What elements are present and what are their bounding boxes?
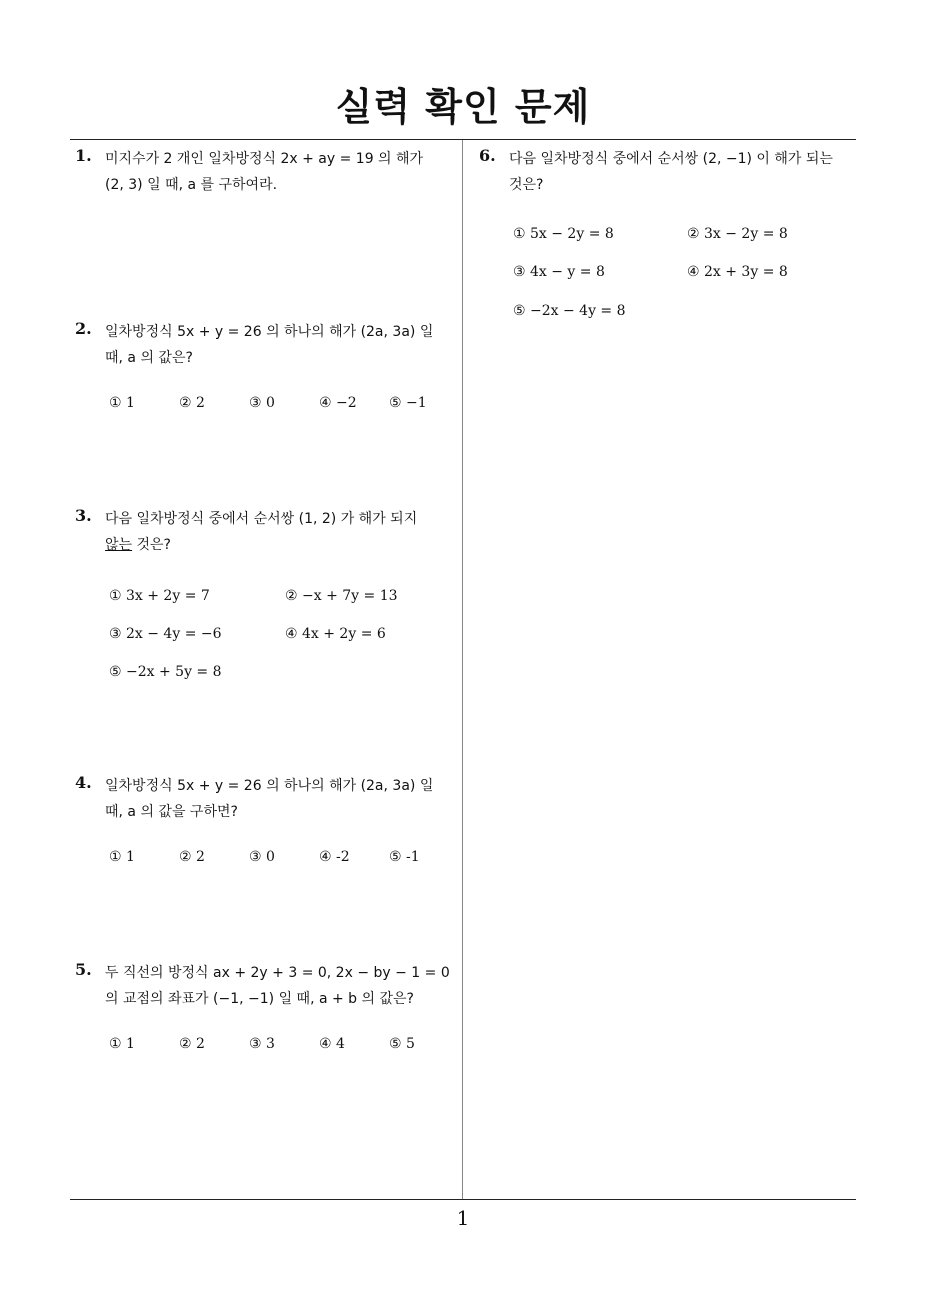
page-title: 실력 확인 문제 bbox=[335, 85, 591, 129]
choice-5[interactable]: ⑤ −2x − 4y = 8 bbox=[513, 303, 626, 319]
problem-text-line: 두 직선의 방정식 ax + 2y + 3 = 0, 2x − by − 1 = 0 bbox=[105, 965, 450, 981]
choice-5[interactable]: ⑤ -1 bbox=[389, 849, 420, 865]
problem-text-line: 것은? bbox=[509, 177, 544, 193]
problem-text bbox=[105, 146, 465, 198]
choice-1[interactable]: ① 1 bbox=[109, 1036, 135, 1052]
problem-text bbox=[105, 506, 465, 558]
page-number: 1 bbox=[456, 1206, 470, 1230]
problem-2 bbox=[75, 319, 465, 411]
problem-text-line bbox=[105, 532, 465, 558]
problem-5 bbox=[75, 960, 465, 1052]
problem-text-line: 때, a 의 값을 구하면? bbox=[105, 804, 238, 820]
choice-3[interactable]: ③ 3 bbox=[249, 1036, 275, 1052]
problem-number: 2. bbox=[75, 319, 92, 338]
top-rule bbox=[70, 139, 856, 140]
problem-text-line: 일차방정식 5x + y = 26 의 하나의 해가 (2a, 3a) 일 bbox=[105, 778, 434, 794]
problem-number: 5. bbox=[75, 960, 92, 979]
problem-text-line: 일차방정식 5x + y = 26 의 하나의 해가 (2a, 3a) 일 bbox=[105, 324, 434, 340]
problem-text-line: 다음 일차방정식 중에서 순서쌍 (2, −1) 이 해가 되는 bbox=[509, 151, 833, 167]
choice-1[interactable]: ① 5x − 2y = 8 bbox=[513, 226, 614, 242]
choice-3[interactable]: ③ 0 bbox=[249, 395, 275, 411]
problem-4 bbox=[75, 773, 465, 865]
problem-3 bbox=[75, 506, 465, 680]
choice-2[interactable]: ② 2 bbox=[179, 849, 205, 865]
choice-4[interactable]: ④ −2 bbox=[319, 395, 357, 411]
problem-text bbox=[105, 319, 465, 371]
problem-number: 6. bbox=[479, 146, 496, 165]
choice-5[interactable]: ⑤ −1 bbox=[389, 395, 427, 411]
problem-number: 1. bbox=[75, 146, 92, 165]
problem-text-line: 미지수가 2 개인 일차방정식 2x + ay = 19 의 해가 bbox=[105, 151, 424, 167]
choice-1[interactable]: ① 3x + 2y = 7 bbox=[109, 588, 210, 604]
problem-1 bbox=[75, 146, 465, 198]
choice-2[interactable]: ② 2 bbox=[179, 395, 205, 411]
choice-1[interactable]: ① 1 bbox=[109, 849, 135, 865]
problem-text-line: 때, a 의 값은? bbox=[105, 350, 193, 366]
choice-1[interactable]: ① 1 bbox=[109, 395, 135, 411]
problem-text-rest: 것은? bbox=[132, 537, 171, 553]
bottom-rule bbox=[70, 1199, 856, 1200]
problem-text bbox=[509, 146, 859, 198]
choice-4[interactable]: ④ -2 bbox=[319, 849, 350, 865]
underlined-word: 않는 bbox=[105, 537, 133, 553]
choice-2[interactable]: ② 3x − 2y = 8 bbox=[687, 226, 788, 242]
choice-2[interactable]: ② −x + 7y = 13 bbox=[285, 588, 398, 604]
problem-text-line: 다음 일차방정식 중에서 순서쌍 (1, 2) 가 해가 되지 bbox=[105, 511, 418, 527]
problem-text bbox=[105, 960, 465, 1012]
problem-number: 4. bbox=[75, 773, 92, 792]
choice-5[interactable]: ⑤ −2x + 5y = 8 bbox=[109, 664, 222, 680]
choice-2[interactable]: ② 2 bbox=[179, 1036, 205, 1052]
choice-3[interactable]: ③ 2x − 4y = −6 bbox=[109, 626, 222, 642]
column-divider bbox=[462, 140, 463, 1199]
choice-4[interactable]: ④ 4 bbox=[319, 1036, 345, 1052]
choice-5[interactable]: ⑤ 5 bbox=[389, 1036, 415, 1052]
choice-3[interactable]: ③ 0 bbox=[249, 849, 275, 865]
problem-text bbox=[105, 773, 465, 825]
problem-text-line: (2, 3) 일 때, a 를 구하여라. bbox=[105, 177, 278, 193]
choice-4[interactable]: ④ 4x + 2y = 6 bbox=[285, 626, 386, 642]
problem-number: 3. bbox=[75, 506, 92, 525]
choice-3[interactable]: ③ 4x − y = 8 bbox=[513, 264, 605, 280]
problem-text-line: 의 교점의 좌표가 (−1, −1) 일 때, a + b 의 값은? bbox=[105, 991, 414, 1007]
problem-6 bbox=[479, 146, 859, 319]
choice-4[interactable]: ④ 2x + 3y = 8 bbox=[687, 264, 788, 280]
